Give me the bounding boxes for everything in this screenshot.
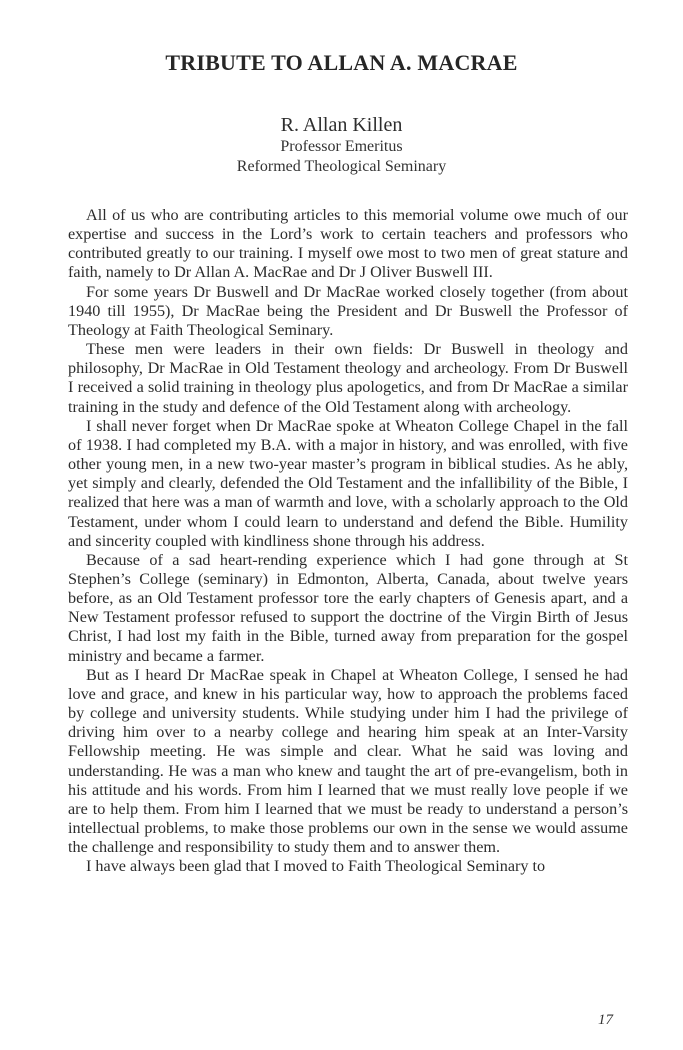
paragraph: Because of a sad heart-rending experience which I had gone through at St Stephen’s College (seminary) in Edmonton, Alberta, Canada, about twelve years before, as an Old Testament professor tore the early chapters of Genesis apart, and a New Testament professor refused to support the doctrine of the Virgin Birth of Jesus Christ, I had lost my faith in the Bible, turned away from preparation for the gospel ministry and became a farmer.	[68, 550, 628, 665]
author-position: Professor Emeritus	[280, 138, 403, 155]
author-name: R. Allan Killen	[280, 114, 403, 136]
byline	[0, 113, 683, 176]
paragraph: These men were leaders in their own fields: Dr Buswell in theology and philosophy, Dr MacRae in Old Testament theology and archeology. From Dr Buswell I received a solid training in theology plus apologetics, and from Dr MacRae a similar training in the study and defence of the Old Testament along with archeology.	[68, 340, 628, 416]
page-number: 17	[598, 1012, 613, 1028]
paragraph: For some years Dr Buswell and Dr MacRae worked closely together (from about 1940 till 1955), Dr MacRae being the President and Dr Buswell the Professor of Theology at Faith Theological Seminary.	[68, 282, 628, 339]
article-body	[68, 206, 628, 876]
paragraph: All of us who are contributing articles to this memorial volume owe much of our expertise and success in the Lord’s work to certain teachers and professors who contributed greatly to our training. I myself owe most to two men of great stature and faith, namely to Dr Allan A. MacRae and Dr J Oliver Buswell III.	[68, 206, 628, 282]
paragraph: I have always been glad that I moved to Faith Theological Seminary to	[86, 857, 546, 876]
paragraph: But as I heard Dr MacRae speak in Chapel at Wheaton College, I sensed he had love and grace, and knew in his particular way, how to approach the problems faced by college and university students. While studying under him I had the privilege of driving him over to a nearby college and hearing him speak at an Inter-Varsity Fellowship meeting. He was simple and clear. What he said was loving and understanding. He was a man who knew and taught the art of pre-evangelism, both in his attitude and his words. From him I learned that we must really love people if we are to help them. From him I learned that we must be ready to understand a person’s intellectual problems, to make those problems our own in the sense we would assume the challenge and responsibility to study them and to answer them.	[68, 665, 628, 857]
paragraph: I shall never forget when Dr MacRae spoke at Wheaton College Chapel in the fall of 1938. I had completed my B.A. with a major in history, and was enrolled, with five other young men, in a new two-year master’s program in biblical studies. As he ably, yet simply and clearly, defended the Old Testament and the infallibility of the Bible, I realized that here was a man of warmth and love, with a scholarly approach to the Old Testament, under whom I could learn to understand and defend the Bible. Humility and sincerity coupled with kindliness shone through his address.	[68, 416, 628, 550]
article-title: TRIBUTE TO ALLAN A. MACRAE	[165, 50, 518, 75]
author-institution: Reformed Theological Seminary	[236, 157, 447, 175]
